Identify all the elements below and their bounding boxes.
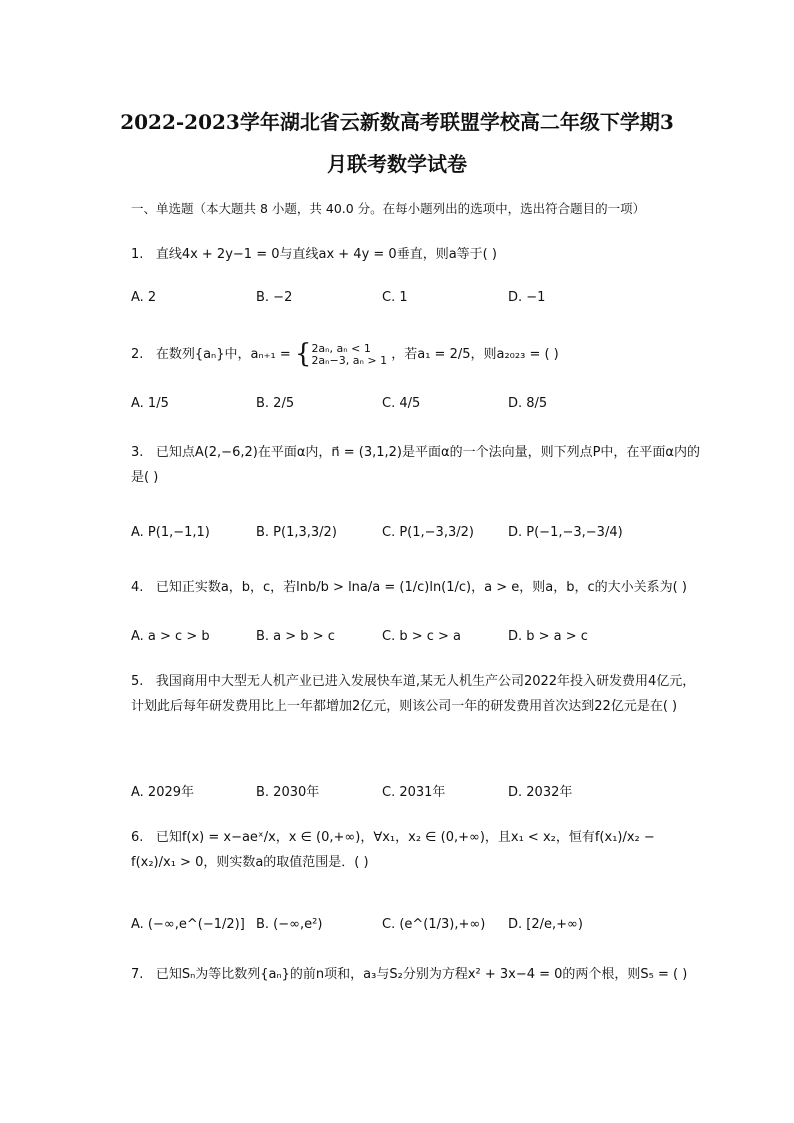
piecewise-cases	[311, 343, 387, 367]
question-4-options	[131, 629, 701, 649]
option-b[interactable]: B. a > b > c	[256, 629, 335, 644]
option-d[interactable]: D. 8/5	[508, 396, 548, 411]
question-text: 我国商用中大型无人机产业已进入发展快车道,某无人机生产公司2022年投入研发费用4亿元，计划此后每年研发费用比上一年都增加2亿元，则该公司一年的研发费用首次达到22亿元是在( )	[131, 674, 696, 714]
question-2	[131, 330, 701, 379]
option-c[interactable]: C. P(1,−3,3/2)	[382, 525, 474, 540]
question-1-options	[131, 290, 701, 310]
option-d[interactable]: D. 2032年	[508, 785, 573, 800]
option-c[interactable]: C. (e^(1/3),+∞)	[382, 917, 486, 932]
question-6-options	[131, 917, 701, 937]
option-a[interactable]: A. 1/5	[131, 396, 169, 411]
question-text: 已知正实数a，b，c，若lnb/b > lna/a = (1/c)ln(1/c)，a > e，则a，b，c的大小关系为( )	[155, 580, 687, 595]
option-a[interactable]: A. P(1,−1,1)	[131, 525, 210, 540]
option-a[interactable]: A. (−∞,e^(−1/2)]	[131, 917, 245, 932]
question-5-options	[131, 781, 701, 801]
option-d[interactable]: D. [2/e,+∞)	[508, 917, 583, 932]
option-b[interactable]: B. 2030年	[256, 785, 320, 800]
option-a[interactable]: A. a > c > b	[131, 629, 210, 644]
option-a[interactable]: A. 2	[131, 290, 157, 305]
option-b[interactable]: B. −2	[256, 290, 293, 305]
question-number: 4.	[131, 580, 144, 595]
option-a[interactable]: A. 2029年	[131, 785, 195, 800]
option-c[interactable]: C. 2031年	[382, 785, 446, 800]
question-text: 已知点A(2,−6,2)在平面α内，n⃗ = (3,1,2)是平面α的一个法向量，则下列点P中，在平面α内的是( )	[131, 445, 700, 485]
case-2: 2aₙ−3, aₙ > 1	[311, 353, 388, 367]
question-number: 7.	[131, 967, 144, 982]
option-b[interactable]: B. (−∞,e²)	[256, 917, 323, 932]
question-number: 3.	[131, 445, 144, 460]
question-text: 已知Sₙ为等比数列{aₙ}的前n项和，a₃与S₂分别为方程x² + 3x−4 = 0的两个根，则S₅ = ( )	[155, 967, 688, 982]
question-number: 1.	[131, 247, 144, 262]
question-7	[131, 963, 701, 988]
question-text-post: ，若a₁ = 2/5，则a₂₀₂₃ = ( )	[391, 347, 559, 363]
section-heading: 一、单选题（本大题共 8 小题，共 40.0 分。在每小题列出的选项中，选出符合题目的一项）	[131, 201, 646, 216]
question-5	[131, 670, 701, 719]
question-4	[131, 576, 701, 601]
question-6	[131, 826, 701, 875]
brace-symbol: {	[294, 339, 312, 369]
option-c[interactable]: C. b > c > a	[382, 629, 462, 644]
option-c[interactable]: C. 1	[382, 290, 408, 305]
question-1	[131, 243, 701, 268]
question-number: 2.	[131, 347, 144, 363]
question-2-options	[131, 396, 701, 416]
question-number: 5.	[131, 674, 144, 689]
question-text: 已知f(x) = x−aeˣ/x，x ∈ (0,+∞)，∀x₁，x₂ ∈ (0,+∞)，且x₁ < x₂，恒有f(x₁)/x₂ − f(x₂)/x₁ > 0，则实数a的取值范围是．( )	[131, 830, 655, 870]
question-text: 直线4x + 2y−1 = 0与直线ax + 4y = 0垂直，则a等于( )	[155, 247, 497, 262]
option-b[interactable]: B. 2/5	[256, 396, 295, 411]
question-number: 6.	[131, 830, 144, 845]
question-3	[131, 441, 701, 490]
question-text-pre: 在数列{aₙ}中，aₙ₊₁ =	[155, 347, 291, 363]
document-title-line1: 2022-2023学年湖北省云新数高考联盟学校高二年级下学期3	[120, 110, 674, 134]
option-c[interactable]: C. 4/5	[382, 396, 421, 411]
question-3-options	[131, 525, 701, 545]
option-d[interactable]: D. −1	[508, 290, 546, 305]
option-d[interactable]: D. P(−1,−3,−3/4)	[508, 525, 623, 540]
option-d[interactable]: D. b > a > c	[508, 629, 588, 644]
option-b[interactable]: B. P(1,3,3/2)	[256, 525, 337, 540]
document-title-line2: 月联考数学试卷	[327, 152, 467, 176]
case-1: 2aₙ, aₙ < 1	[311, 341, 371, 355]
